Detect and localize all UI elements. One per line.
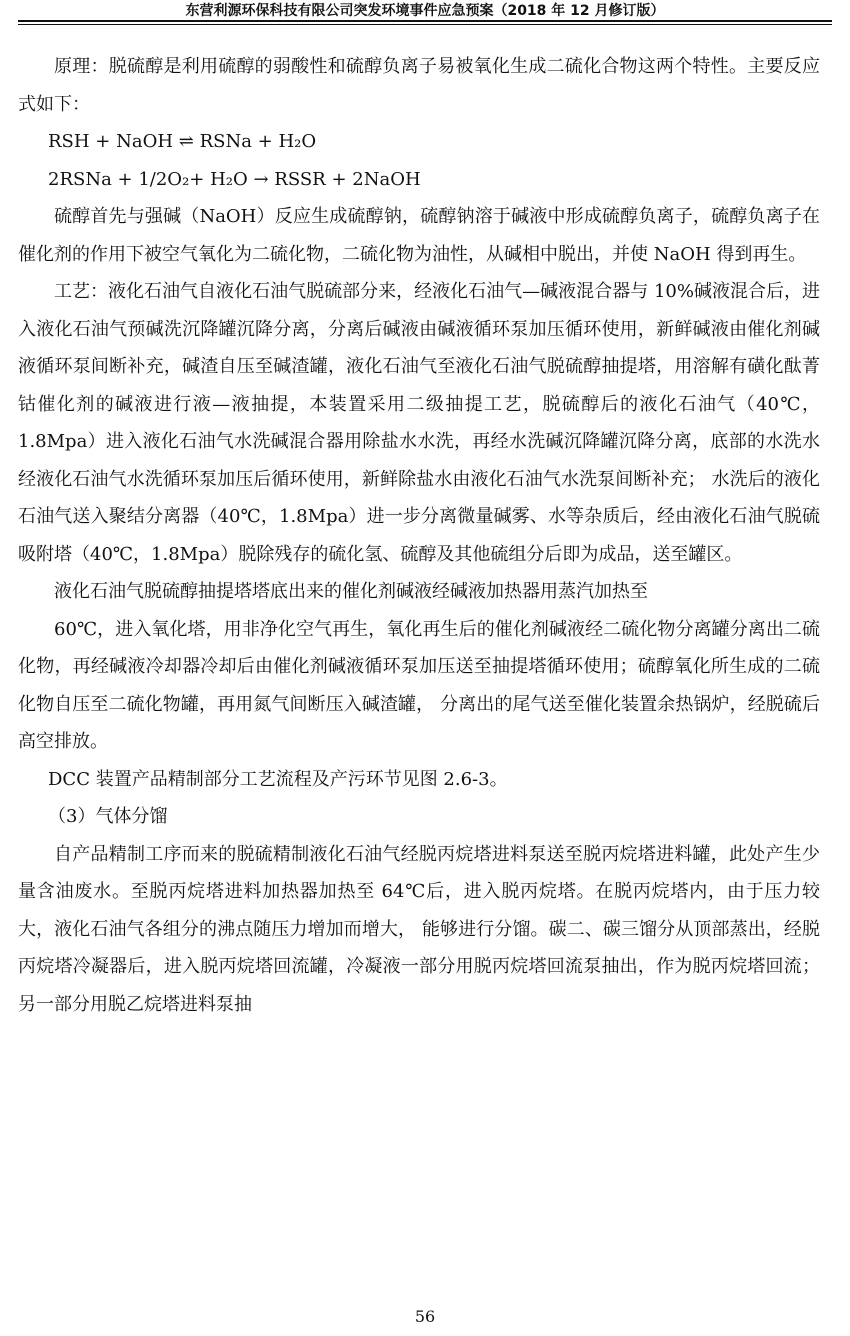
header-rule-thick (18, 20, 832, 22)
page-header: 东营利源环保科技有限公司突发环境事件应急预案（2018 年 12 月修订版） (185, 3, 665, 19)
process-paragraph: 工艺：液化石油气自液化石油气脱硫部分来，经液化石油气—碱液混合器与 10%碱液混合后，进入液化石油气预碱洗沉降罐沉降分离，分离后碱液由碱液循环泵加压循环使用，新鲜碱液由催化剂碱液循环泵间断补充，碱渣自压至碱渣罐，液化石油气至液化石油气脱硫醇抽提塔，用溶解有磺化酞菁钴催化剂的碱液进行液—液抽提，本装置采用二级抽提工艺，脱硫醇后的液化石油气（40℃，1.8Mpa）进入液化石油气水洗碱混合器用除盐水水洗，再经水洗碱沉降罐沉降分离，底部的水洗水经液化石油气水洗循环泵加压后循环使用，新鲜除盐水由液化石油气水洗泵间断补充； 水洗后的液化石油气送入聚结分离器（40℃，1.8Mpa）进一步分离微量碱雾、水等杂质后，经由液化石油气脱硫吸附塔（40℃，1.8Mpa）脱除残存的硫化氢、硫醇及其他硫组分后即为成品，送至罐区。 (18, 281, 820, 565)
fractionation-paragraph: 自产品精制工序而来的脱硫精制液化石油气经脱丙烷塔进料泵送至脱丙烷塔进料罐，此处产生少量含油废水。至脱丙烷塔进料加热器加热至 64℃后，进入脱丙烷塔。在脱丙烷塔内，由于压力较大，液化石油气各组分的沸点随压力增加而增大， 能够进行分馏。碳二、碳三馏分从顶部蒸出，经脱丙烷塔冷凝器后，进入脱丙烷塔回流罐，冷凝液一部分用脱丙烷塔回流泵抽出，作为脱丙烷塔回流；另一部分用脱乙烷塔进料泵抽 (18, 843, 820, 1015)
regeneration-paragraph: 60℃，进入氧化塔，用非净化空气再生，氧化再生后的催化剂碱液经二硫化物分离罐分离出二硫化物，再经碱液冷却器冷却后由催化剂碱液循环泵加压送至抽提塔循环使用；硫醇氧化所生成的二硫化物自压至二硫化物罐，再用氮气间断压入碱渣罐， 分离出的尾气送至催化装置余热锅炉，经脱硫后高空排放。 (18, 618, 820, 752)
principle-paragraph: 原理：脱硫醇是利用硫醇的弱酸性和硫醇负离子易被氧化生成二硫化合物这两个特性。主要反应式如下： (18, 56, 820, 115)
section-title-gas-fractionation: （3）气体分馏 (48, 806, 168, 827)
mechanism-paragraph: 硫醇首先与强碱（NaOH）反应生成硫醇钠，硫醇钠溶于碱液中形成硫醇负离子，硫醇负离子在催化剂的作用下被空气氧化为二硫化物，二硫化物为油性，从碱相中脱出，并使 NaOH 得到再生。 (18, 206, 820, 265)
reaction-equation-2: 2RSNa + 1/2O₂+ H₂O → RSSR + 2NaOH (48, 168, 421, 190)
document-body (18, 48, 820, 1023)
regeneration-paragraph-start: 液化石油气脱硫醇抽提塔塔底出来的催化剂碱液经碱液加热器用蒸汽加热至 (54, 581, 648, 602)
header-rule-thin (18, 24, 832, 25)
reaction-equation-1: RSH + NaOH ⇌ RSNa + H₂O (48, 131, 317, 152)
page-number: 56 (414, 1307, 436, 1326)
dcc-figure-reference: DCC 装置产品精制部分工艺流程及产污环节见图 2.6-3。 (48, 768, 508, 790)
